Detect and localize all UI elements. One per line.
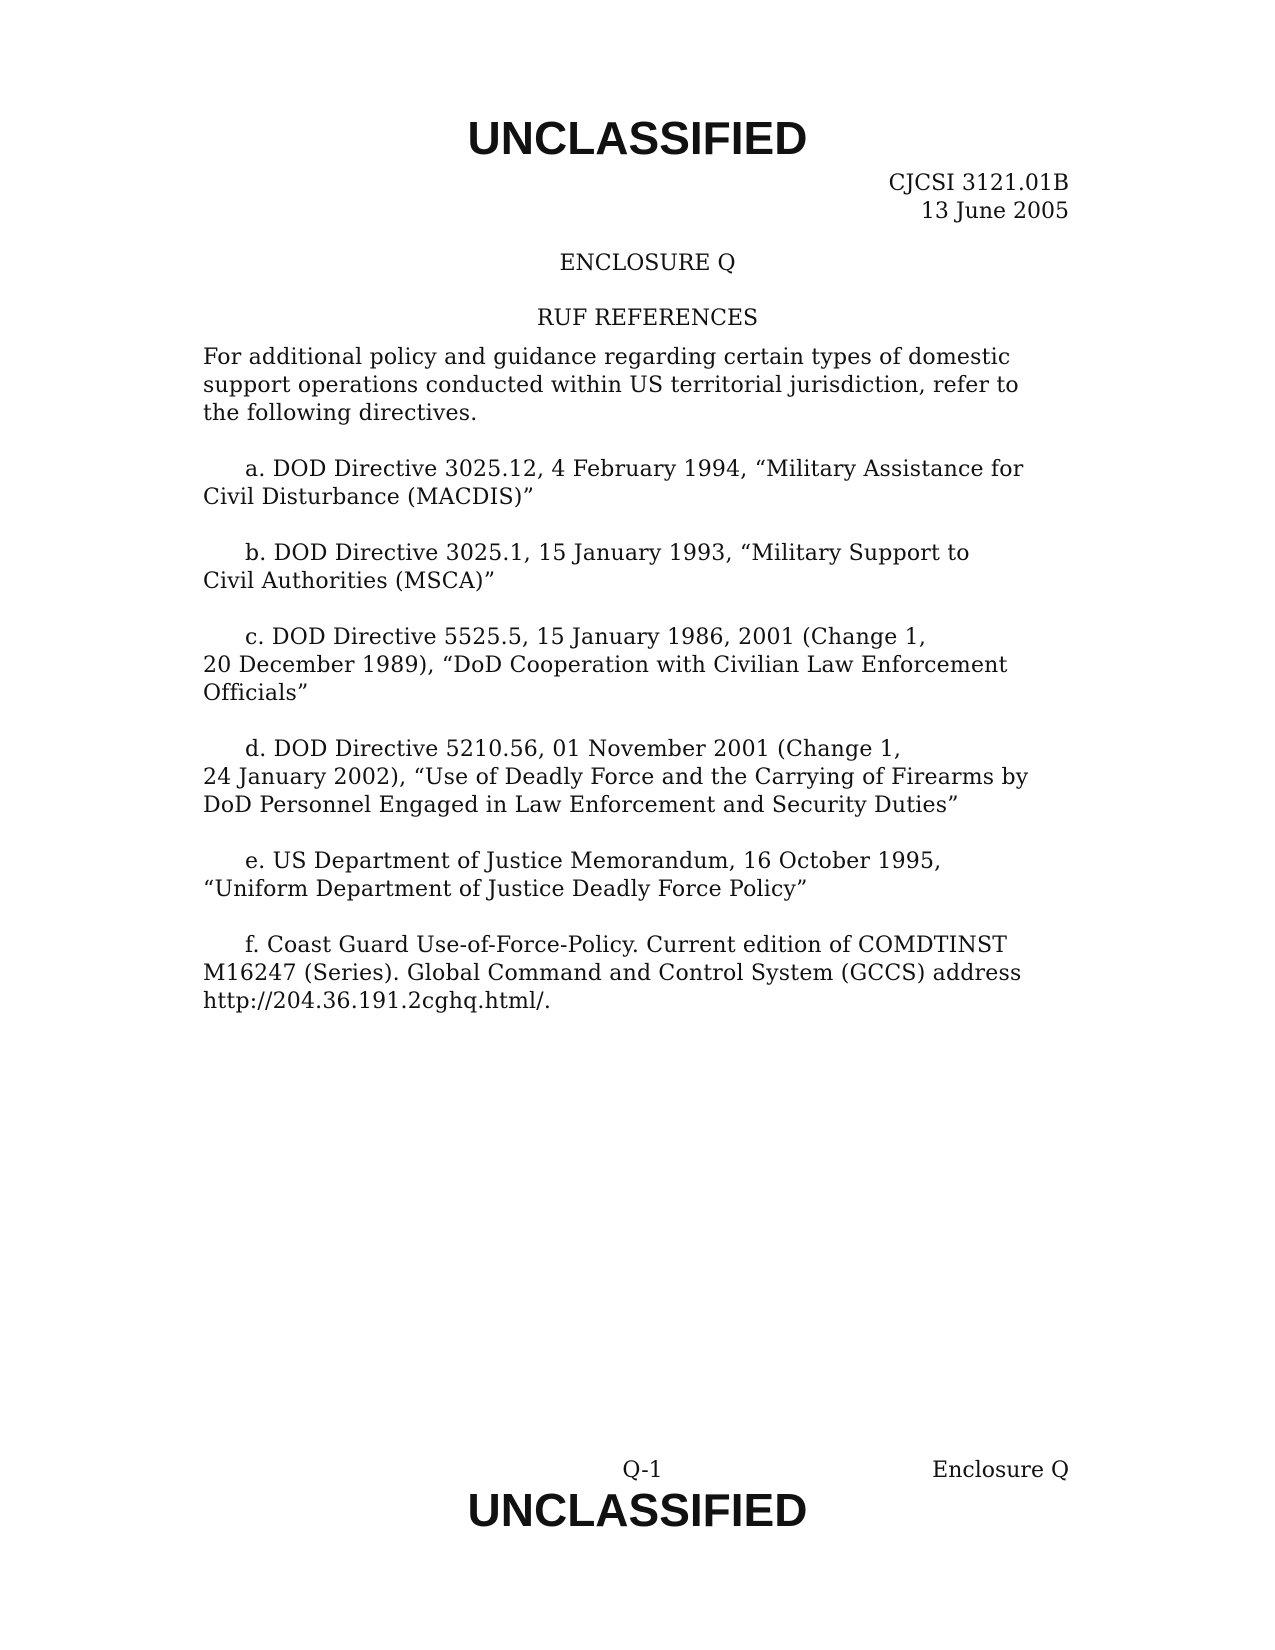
reference-line: “Uniform Department of Justice Deadly Force Policy” xyxy=(203,877,808,902)
classification-banner-top: UNCLASSIFIED xyxy=(467,112,808,164)
reference-first-line: d. DOD Directive 5210.56, 01 November 2001 (Change 1, xyxy=(245,737,902,762)
reference-first-line: a. DOD Directive 3025.12, 4 February 1994, “Military Assistance for xyxy=(245,457,1024,482)
reference-line: DoD Personnel Engaged in Law Enforcement and Security Duties” xyxy=(203,793,959,818)
reference-first-line: b. DOD Directive 3025.1, 15 January 1993, “Military Support to xyxy=(245,541,970,566)
intro-paragraph xyxy=(203,344,1073,428)
reference-line: http://204.36.191.2cghq.html/. xyxy=(203,989,552,1014)
reference-item-f xyxy=(203,932,1073,1016)
intro-line: the following directives. xyxy=(203,401,478,426)
reference-line: Officials” xyxy=(203,681,309,706)
reference-item-c xyxy=(203,624,1073,708)
page-number: Q-1 xyxy=(622,1458,663,1483)
footer-enclosure-label: Enclosure Q xyxy=(932,1458,1069,1483)
reference-line: M16247 (Series). Global Command and Control System (GCCS) address xyxy=(203,961,1022,986)
classification-banner-bottom: UNCLASSIFIED xyxy=(467,1484,808,1536)
document-body xyxy=(203,344,1073,1044)
intro-line: For additional policy and guidance regarding certain types of domestic xyxy=(203,345,1011,370)
reference-line: 20 December 1989), “DoD Cooperation with Civilian Law Enforcement xyxy=(203,653,1008,678)
enclosure-title: ENCLOSURE Q xyxy=(559,251,736,276)
reference-first-line: f. Coast Guard Use-of-Force-Policy. Current edition of COMDTINST xyxy=(245,933,1008,958)
reference-first-line: e. US Department of Justice Memorandum, 16 October 1995, xyxy=(245,849,942,874)
reference-item-e xyxy=(203,848,1073,904)
reference-line: Civil Disturbance (MACDIS)” xyxy=(203,485,535,510)
reference-line: Civil Authorities (MSCA)” xyxy=(203,569,496,594)
reference-item-b xyxy=(203,540,1073,596)
reference-item-a xyxy=(203,456,1073,512)
section-title: RUF REFERENCES xyxy=(536,306,759,331)
reference-first-line: c. DOD Directive 5525.5, 15 January 1986, 2001 (Change 1, xyxy=(245,625,927,650)
intro-line: support operations conducted within US territorial jurisdiction, refer to xyxy=(203,373,1019,398)
reference-line: 24 January 2002), “Use of Deadly Force and the Carrying of Firearms by xyxy=(203,765,1029,790)
document-date: 13 June 2005 xyxy=(920,199,1069,224)
reference-item-d xyxy=(203,736,1073,820)
document-identifier xyxy=(889,170,1069,226)
document-number: CJCSI 3121.01B xyxy=(888,171,1069,196)
